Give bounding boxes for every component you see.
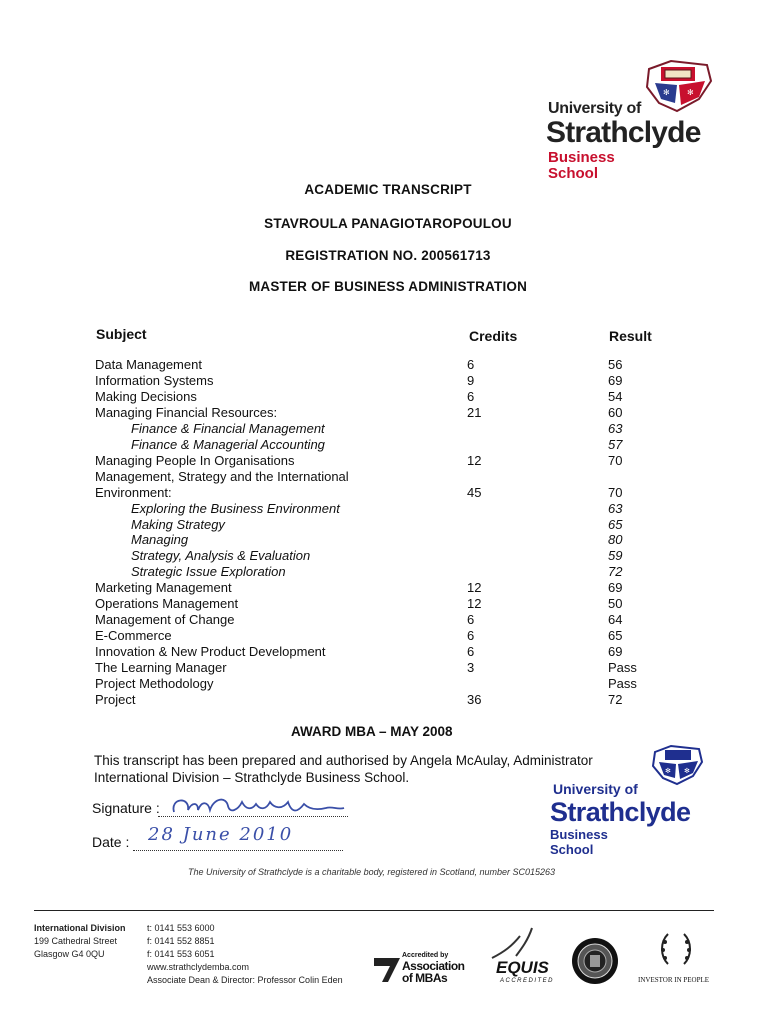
logo-business-school (548, 150, 615, 182)
charity-note: The University of Strathclyde is a charitable body, registered in Scotland, number SC015263 (188, 867, 556, 877)
footer-fax: f: 0141 552 8851 (147, 936, 215, 946)
equis-accredited: ACCREDITED (500, 978, 555, 984)
result-cell: 65 (608, 628, 623, 644)
result-cell: 70 (608, 484, 623, 500)
credits-cell: 36 (467, 691, 482, 707)
logo-school: School (548, 165, 599, 182)
footer-address (34, 922, 126, 961)
subject-cell: Marketing Management (95, 580, 232, 596)
table-row (95, 580, 695, 596)
result-header: Result (609, 328, 652, 344)
subject-cell: Making Strategy (131, 516, 225, 532)
subject-cell: Management, Strategy and the International (95, 468, 349, 484)
subject-cell: E-Commerce (95, 628, 172, 644)
subject-cell: Project (95, 691, 136, 707)
investor-in-people-logo (638, 930, 718, 990)
statement-line-2: International Division – Strathclyde Business School. (94, 770, 410, 785)
laurel-wreath-icon (658, 930, 694, 968)
subject-cell: Making Decisions (95, 388, 197, 404)
table-row (95, 564, 695, 580)
subject-cell: Management of Change (95, 612, 235, 628)
equis-wordmark: EQUIS (496, 958, 549, 977)
result-cell: 72 (608, 691, 623, 707)
table-row (95, 373, 695, 389)
university-crest-icon (641, 59, 715, 119)
table-row (95, 389, 695, 405)
subject-cell: Exploring the Business Environment (131, 500, 340, 516)
logo-business: Business (548, 149, 615, 166)
subject-cell: Managing People In Organisations (95, 452, 295, 468)
subject-cell: Finance & Managerial Accounting (131, 436, 325, 452)
amba-arrow-icon (372, 954, 402, 984)
stamp-university-of: University of (553, 781, 638, 797)
result-cell: 54 (608, 388, 623, 404)
credits-cell: 9 (467, 372, 475, 388)
result-cell: 57 (608, 436, 623, 452)
svg-text:✻: ✻ (684, 767, 690, 775)
table-row (95, 437, 695, 453)
subject-cell: Finance & Financial Management (131, 420, 325, 436)
credits-cell: 45 (467, 484, 482, 500)
credits-cell: 21 (467, 404, 482, 420)
footer-website[interactable]: www.strathclydemba.com (147, 962, 250, 972)
subject-cell: Managing Financial Resources: (95, 404, 278, 420)
stamp-university-name: Strathclyde (550, 797, 691, 827)
table-row (95, 469, 695, 485)
footer-address-2: Glasgow G4 0QU (34, 949, 105, 959)
svg-text:✻: ✻ (663, 88, 670, 97)
table-row (95, 660, 695, 676)
svg-text:✻: ✻ (687, 88, 694, 97)
logo-university-of: University of (548, 100, 642, 117)
amba-line-1: Association (402, 959, 465, 973)
table-row (95, 421, 695, 437)
result-cell: 69 (608, 372, 623, 388)
table-row (95, 548, 695, 564)
credits-cell: 12 (467, 596, 482, 612)
result-cell: 69 (608, 644, 623, 660)
svg-text:✻: ✻ (665, 767, 671, 775)
credits-cell: 12 (467, 580, 482, 596)
subject-cell: Data Management (95, 357, 202, 372)
stamp-business: Business (550, 827, 608, 842)
credits-cell: 12 (467, 452, 482, 468)
university-crest-stamp-icon (649, 744, 705, 790)
table-row (95, 485, 695, 501)
award-line: AWARD MBA – MAY 2008 (291, 724, 453, 739)
stamp-business-school (550, 827, 608, 857)
result-cell: Pass (608, 660, 637, 676)
footer-contacts (147, 922, 343, 987)
footer-fax-2: f: 0141 553 6051 (147, 949, 215, 959)
result-cell: 69 (608, 580, 623, 596)
result-cell: 64 (608, 612, 623, 628)
handwritten-date: 28 June 2010 (148, 824, 294, 845)
credits-cell: 3 (467, 660, 475, 676)
subject-cell: Strategic Issue Exploration (131, 564, 286, 580)
result-cell: 63 (608, 500, 623, 516)
footer-divider (34, 910, 714, 911)
table-row (95, 596, 695, 612)
footer-division: International Division (34, 923, 126, 933)
document-title: ACADEMIC TRANSCRIPT (304, 182, 472, 197)
subject-cell: Innovation & New Product Development (95, 644, 326, 660)
date-line (133, 849, 343, 851)
investor-in-people-text: INVESTOR IN PEOPLE (638, 976, 710, 984)
table-row (95, 453, 695, 469)
subject-cell: Information Systems (95, 372, 214, 388)
credits-cell: 6 (467, 388, 475, 404)
amba-accredited-by: Accredited by (402, 952, 449, 959)
subject-cell: Managing (131, 532, 189, 548)
date-label: Date : (92, 834, 130, 850)
result-cell: 50 (608, 596, 623, 612)
credits-cell: 6 (467, 357, 475, 372)
credits-cell: 6 (467, 628, 475, 644)
table-row (95, 692, 695, 708)
registration-number: REGISTRATION NO. 200561713 (285, 248, 491, 263)
credits-header: Credits (469, 328, 518, 344)
seal-emblem-icon (570, 936, 620, 986)
equis-logo (486, 926, 556, 986)
statement-line-1: This transcript has been prepared and authorised by Angela McAulay, Administrator (94, 753, 593, 768)
result-cell: 80 (608, 532, 623, 548)
table-row (95, 405, 695, 421)
table-row (95, 628, 695, 644)
stamp-school: School (550, 842, 594, 857)
table-row (95, 357, 695, 373)
subject-cell: The Learning Manager (95, 660, 227, 676)
result-cell: Pass (608, 676, 637, 691)
signature-label: Signature : (92, 800, 160, 816)
credits-cell: 6 (467, 644, 475, 660)
table-row (95, 644, 695, 660)
footer-address-1: 199 Cathedral Street (34, 936, 118, 946)
table-row (95, 612, 695, 628)
result-cell: 56 (608, 357, 623, 372)
result-cell: 63 (608, 420, 623, 436)
result-cell: 65 (608, 516, 623, 532)
result-cell: 59 (608, 548, 623, 564)
footer-tel: t: 0141 553 6000 (147, 923, 215, 933)
amba-line-2: of MBAs (402, 971, 448, 985)
table-row (95, 676, 695, 692)
logo-university-name: Strathclyde (546, 116, 701, 149)
subject-cell: Environment: (95, 484, 172, 500)
equis-swoosh-icon (490, 926, 542, 960)
result-cell: 60 (608, 404, 623, 420)
result-cell: 70 (608, 452, 623, 468)
student-name: STAVROULA PANAGIOTAROPOULOU (264, 216, 512, 231)
footer-dean: Associate Dean & Director: Professor Colin Eden (147, 975, 343, 985)
handwritten-signature (168, 792, 348, 820)
subject-header: Subject (96, 326, 147, 342)
amba-logo (372, 952, 464, 988)
table-row (95, 532, 695, 548)
table-row (95, 501, 695, 517)
subject-cell: Project Methodology (95, 676, 214, 691)
subject-cell: Operations Management (95, 596, 239, 612)
table-row (95, 517, 695, 533)
degree-title: MASTER OF BUSINESS ADMINISTRATION (248, 279, 528, 294)
subject-cell: Strategy, Analysis & Evaluation (131, 548, 311, 564)
credits-cell: 6 (467, 612, 475, 628)
result-cell: 72 (608, 564, 623, 580)
